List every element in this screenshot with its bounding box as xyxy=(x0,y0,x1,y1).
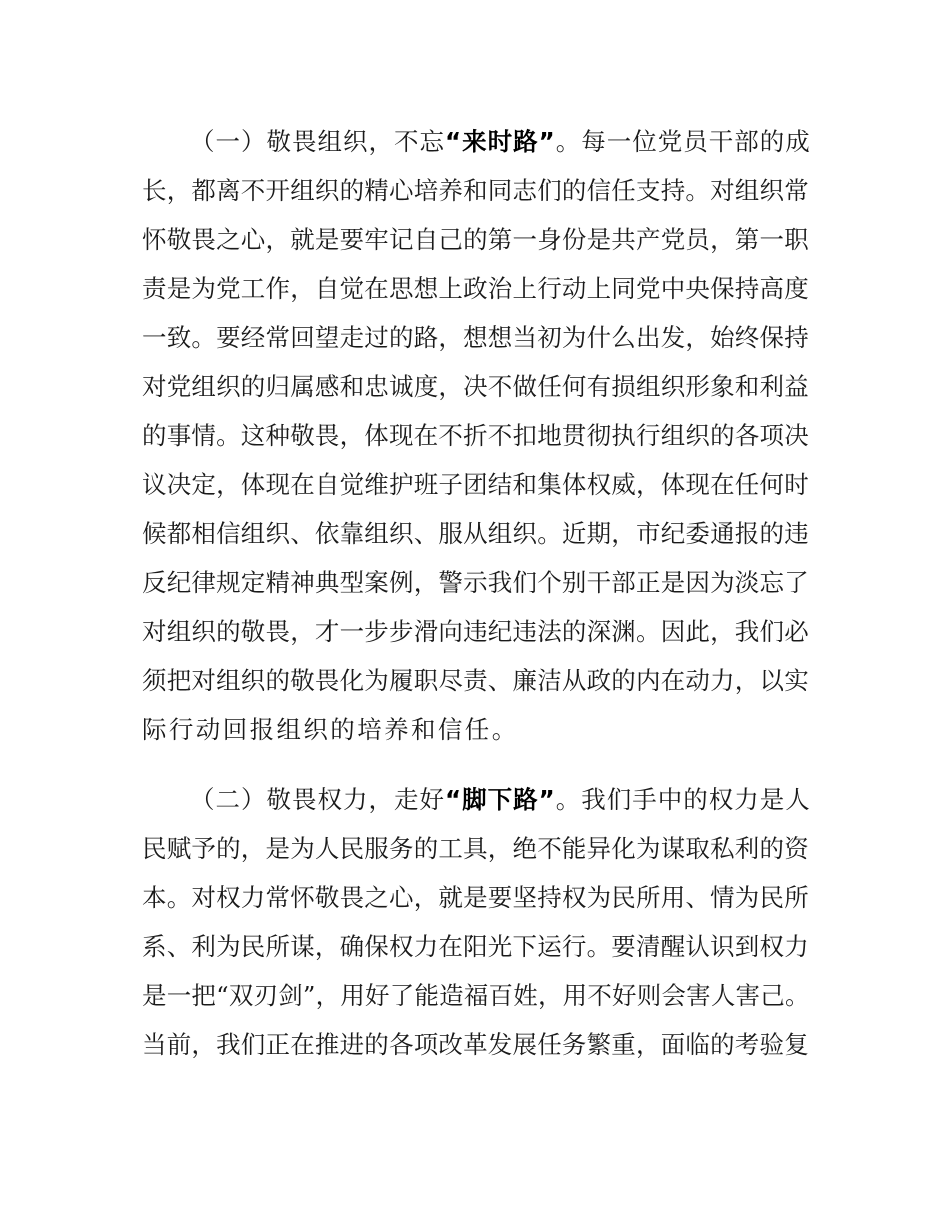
paragraph-line: 一致。要经常回望走过的路，想想当初为什么出发，始终保持 xyxy=(142,323,809,352)
heading-prefix: （一）敬畏组织，不忘 xyxy=(190,127,445,156)
paragraph-line: 的事情。这种敬畏，体现在不折不扣地贯彻执行组织的各项决 xyxy=(142,421,809,450)
paragraph-line: 长，都离不开组织的精心培养和同志们的信任支持。对组织常 xyxy=(142,176,809,205)
paragraph-line: 反纪律规定精神典型案例，警示我们个别干部正是因为淡忘了 xyxy=(142,568,809,597)
paragraph-line: 对组织的敬畏，才一步步滑向违纪违法的深渊。因此，我们必 xyxy=(142,617,809,646)
heading-suffix: 。我们手中的权力是人 xyxy=(555,785,811,814)
paragraph-line: 候都相信组织、依靠组织、服从组织。近期，市纪委通报的违 xyxy=(142,519,809,548)
paragraph-line: 责是为党工作，自觉在思想上政治上行动上同党中央保持高度 xyxy=(142,274,809,303)
heading-prefix: （二）敬畏权力，走好 xyxy=(190,785,445,814)
paragraph-line: 议决定，体现在自觉维护班子团结和集体权威，体现在任何时 xyxy=(142,470,809,499)
paragraph-line: 本。对权力常怀敬畏之心，就是要坚持权为民所用、情为民所 xyxy=(142,883,809,912)
paragraph-line: 民赋予的，是为人民服务的工具，绝不能异化为谋取私利的资 xyxy=(142,834,809,863)
paragraph-line: 是一把“双刃剑”，用好了能造福百姓，用不好则会害人害己。 xyxy=(142,981,810,1010)
heading-suffix: 。每一位党员干部的成 xyxy=(555,127,811,156)
paragraph-line: 际行动回报组织的培养和信任。 xyxy=(142,715,519,744)
paragraph-line: 系、利为民所谋，确保权力在阳光下运行。要清醒认识到权力 xyxy=(142,932,809,961)
paragraph-line xyxy=(190,785,811,815)
paragraph-line: 当前，我们正在推进的各项改革发展任务繁重，面临的考验复 xyxy=(142,1030,809,1059)
emphasis-phrase: “来时路” xyxy=(445,127,556,156)
paragraph-line: 须把对组织的敬畏化为履职尽责、廉洁从政的内在动力，以实 xyxy=(142,666,809,695)
paragraph-line xyxy=(190,127,811,157)
paragraph-line: 怀敬畏之心，就是要牢记自己的第一身份是共产党员，第一职 xyxy=(142,225,809,254)
paragraph-line: 对党组织的归属感和忠诚度，决不做任何有损组织形象和利益 xyxy=(142,372,809,401)
emphasis-phrase: “脚下路” xyxy=(445,785,556,814)
